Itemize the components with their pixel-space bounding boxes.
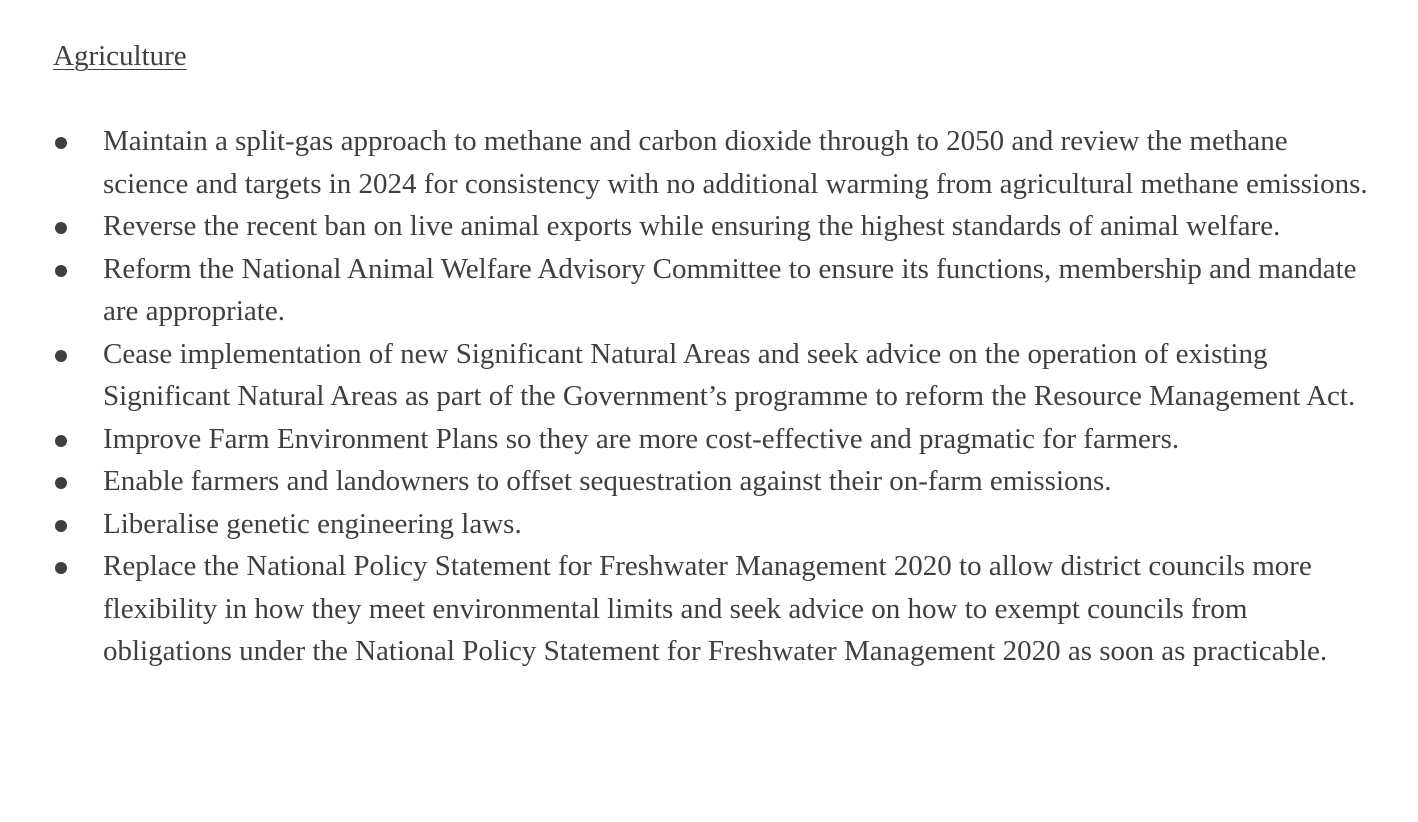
list-item xyxy=(0,333,1418,418)
bullet-icon xyxy=(55,350,67,362)
bullet-icon xyxy=(55,137,67,149)
list-item-text: Enable farmers and landowners to offset sequestration against their on-farm emissions. xyxy=(103,465,1112,497)
list-item xyxy=(0,503,1418,546)
list-item-text: Improve Farm Environment Plans so they are more cost-effective and pragmatic for farmers. xyxy=(103,422,1180,455)
list-item xyxy=(0,418,1418,461)
list-item xyxy=(0,205,1418,248)
list-item xyxy=(0,460,1418,503)
bullet-icon xyxy=(55,265,67,277)
list-item xyxy=(0,120,1418,205)
list-item-text: Maintain a split-gas approach to methane and carbon dioxide through to 2050 and review the methane science and targets in 2024 for consistency with no additional warming from agricultural methane emissions. xyxy=(103,125,1368,200)
bullet-icon xyxy=(55,222,67,234)
policy-bullet-list xyxy=(0,120,1418,673)
list-item-text: Cease implementation of new Significant Natural Areas and seek advice on the operation of existing Significant Natural Areas as part of the Government’s programme to reform the Resource Management Act. xyxy=(103,337,1356,412)
list-item xyxy=(0,545,1418,673)
list-item-text: Reform the National Animal Welfare Advisory Committee to ensure its functions, membership and mandate are appropriate. xyxy=(103,252,1357,327)
list-item-text: Replace the National Policy Statement for Freshwater Management 2020 to allow district councils more flexibility in how they meet environmental limits and seek advice on how to exempt councils from obligations under the National Policy Statement for Freshwater Management 2020 as soon as practicable. xyxy=(103,550,1328,667)
list-item xyxy=(0,248,1418,333)
bullet-icon xyxy=(55,520,67,532)
bullet-icon xyxy=(55,435,67,447)
list-item-text: Reverse the recent ban on live animal exports while ensuring the highest standards of animal welfare. xyxy=(103,210,1281,242)
list-item-text: Liberalise genetic engineering laws. xyxy=(103,507,522,540)
bullet-icon xyxy=(55,477,67,489)
bullet-icon xyxy=(55,562,67,574)
section-heading: Agriculture xyxy=(53,40,187,72)
